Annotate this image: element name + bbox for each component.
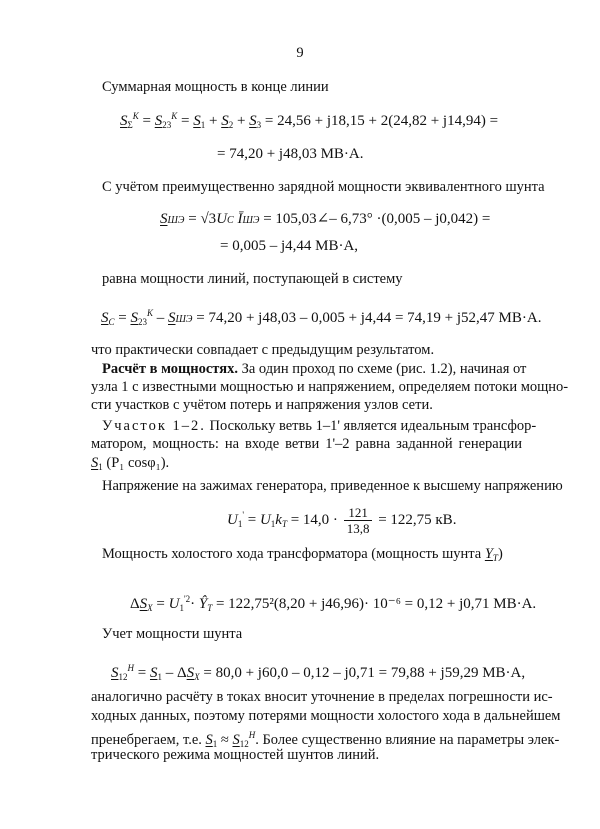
text-line: ходных данных, поэтому потерями мощности холостого хода в дальнейшем bbox=[91, 708, 561, 724]
equation-shunt-account: $S_{12}^H = S_1 - \Delta S_X = 80,0 + j60,0 - 0,12 - j0,71 = 79,88 + j59,29$ МВ·А, bbox=[111, 663, 526, 682]
equation-total-power-result: = 74,20 + j48,03 МВ·А. bbox=[217, 146, 364, 162]
text-line: $S_1$ (P₁ cosφ₁). bbox=[91, 455, 170, 472]
text-line: матором, мощность: на входе ветви 1'–2 равна заданной генерации bbox=[91, 436, 522, 452]
text-line: сти участков с учётом потерь и напряжения узлов сети. bbox=[91, 397, 433, 413]
equation-no-load-loss: $\Delta S_X = U_1^{'2}\cdot$ $Ŷ_T = 122,75^2(8,20 + j46,96)\cdot 10^{-6} = 0,12 + j0,71$ МВ·А. bbox=[130, 594, 537, 613]
text-line: узла 1 с известными мощностью и напряжением, определяем потоки мощно- bbox=[91, 379, 569, 395]
equation-total-power: $S_\Sigma^K = S_{23}^K = S_1 + S_2 + S_3 = 24,56 + j18,15 + 2(24,82 + j14,94)$ = bbox=[120, 111, 499, 130]
equation-shunt-power: SШЭ = √3UC ĪШЭ = 105,03∠– 6,73° ·(0,005 – j0,042) = bbox=[160, 211, 491, 227]
text-line: Учет мощности шунта bbox=[102, 626, 243, 642]
text-line: Суммарная мощность в конце линии bbox=[102, 79, 329, 95]
text-line: С учётом преимущественно зарядной мощности эквивалентного шунта bbox=[102, 179, 545, 195]
text-line: аналогично расчёту в токах вносит уточнение в пределах погрешности ис- bbox=[91, 689, 553, 705]
equation-shunt-power-result: = 0,005 – j4,44 МВ·А, bbox=[220, 238, 359, 254]
equation-system-power: $S_C = S_{23}^K$ – SШЭ = 74,20 + j48,03 – 0,005 + j4,44 = 74,19 + j52,47 МВ·А. bbox=[101, 308, 542, 327]
text-line: Участок 1–2. Поскольку ветвь 1–1' является идеальным трансфор- bbox=[102, 418, 537, 434]
text-line: Мощность холостого хода трансформатора (мощность шунта $Y_T$) bbox=[102, 546, 503, 563]
page-number: 9 bbox=[296, 45, 304, 61]
text-line: равна мощности линий, поступающей в систему bbox=[102, 271, 403, 287]
section-heading: Расчёт в мощностях. bbox=[102, 361, 238, 377]
text-line: что практически совпадает с предыдущим результатом. bbox=[91, 342, 435, 358]
subsection-heading: Участок 1–2. bbox=[102, 418, 206, 434]
equation-generator-voltage: $U_1' = U_1k_T = 14,0$ · $\frac{121}{13,8}$ = 122,75 кВ. bbox=[227, 505, 457, 537]
text-line: пренебрегаем, т.е. $S_1 \approx S_{12}^H$. Более существенно влияние на параметры элек- bbox=[91, 730, 560, 749]
text-line: Напряжение на зажимах генератора, приведенное к высшему напряжению bbox=[102, 478, 563, 494]
text-line: Расчёт в мощностях. За один проход по схеме (рис. 1.2), начиная от bbox=[102, 361, 527, 377]
text-line: трического режима мощностей шунтов линий. bbox=[91, 747, 380, 763]
fraction: $\frac{121}{13,8}$ bbox=[344, 505, 373, 536]
